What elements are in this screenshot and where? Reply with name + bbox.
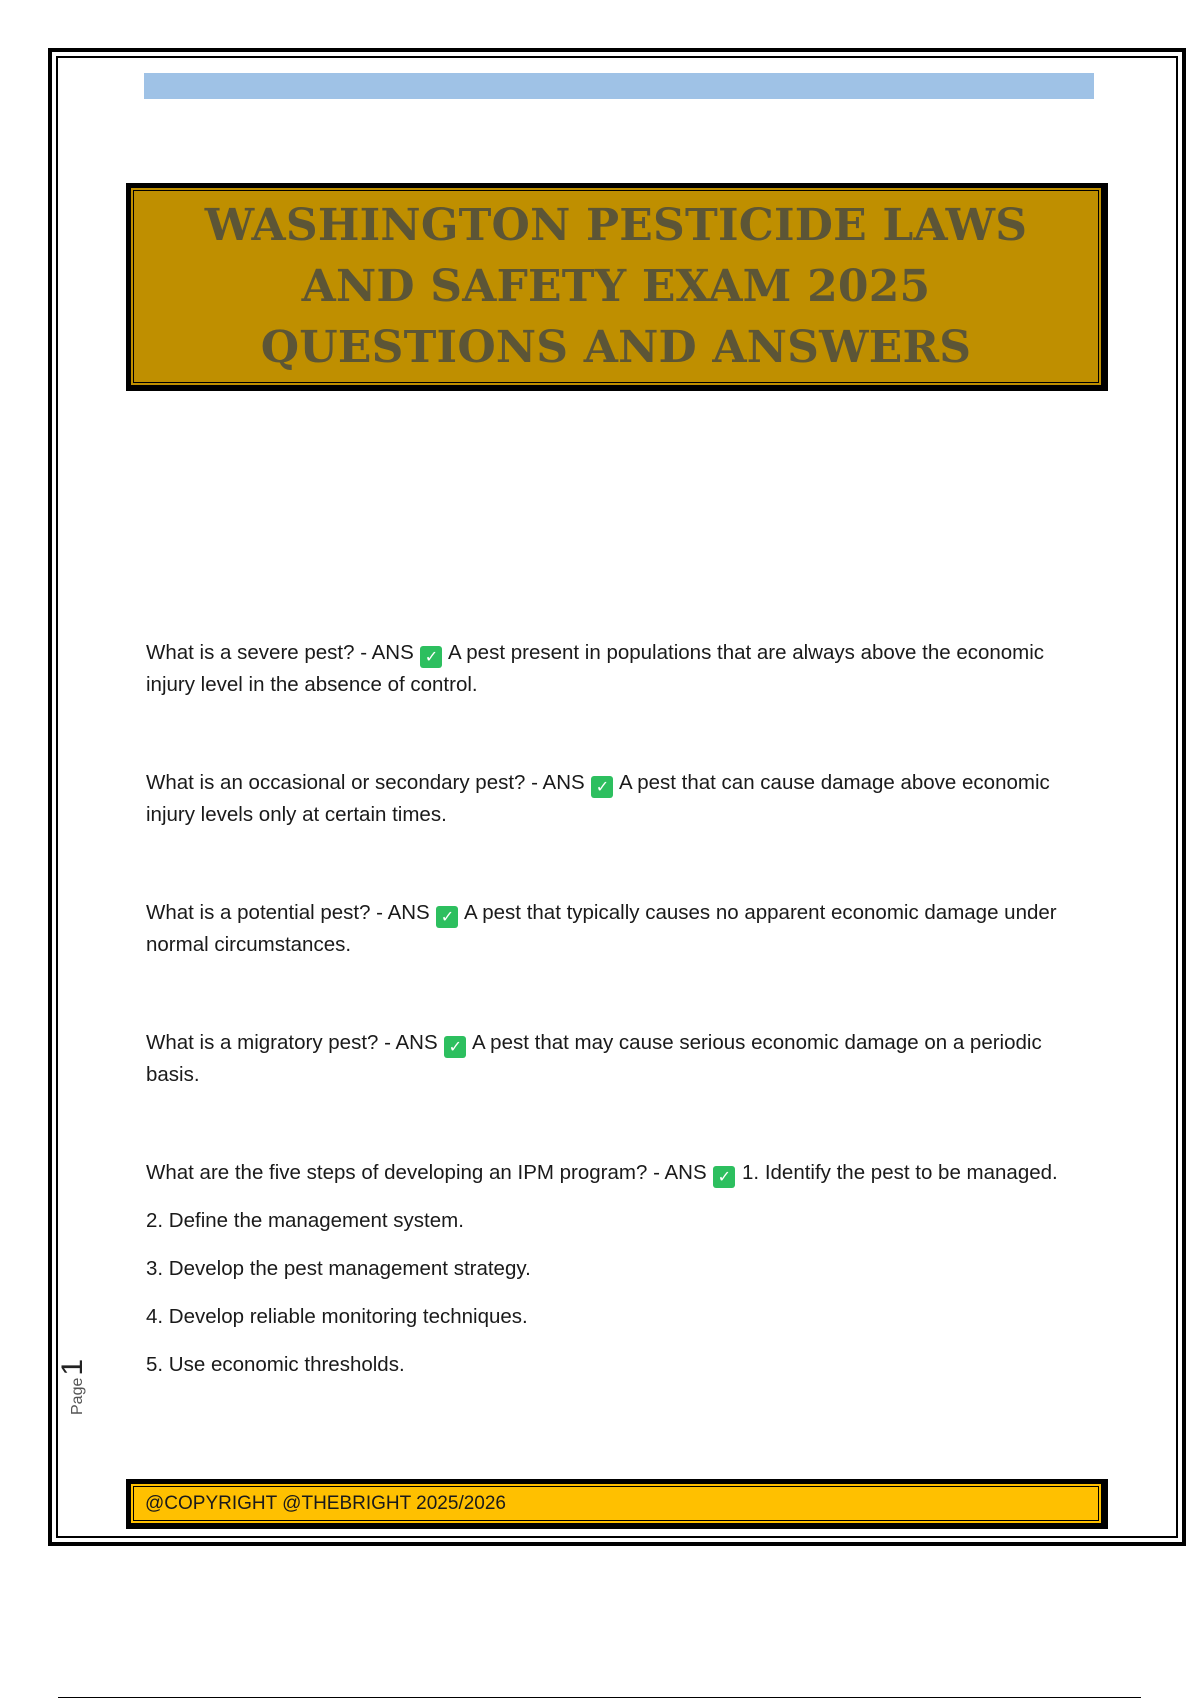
question-text: What is a migratory pest? - ANS (146, 1031, 438, 1054)
qa-item (146, 637, 1086, 701)
qa-item (146, 1157, 1086, 1381)
check-mark-icon: ✓ (591, 776, 613, 798)
page-label: Page (69, 1377, 86, 1415)
answer-text: 1. Identify the pest to be managed. (742, 1161, 1058, 1184)
copyright-text: @COPYRIGHT @THEBRIGHT 2025/2026 (145, 1492, 506, 1514)
title-banner (126, 183, 1108, 391)
qa-item (146, 767, 1086, 831)
qa-item (146, 897, 1086, 961)
question-text: What are the five steps of developing an IPM program? - ANS (146, 1161, 707, 1184)
check-mark-icon: ✓ (436, 906, 458, 928)
check-mark-icon: ✓ (420, 646, 442, 668)
qa-question-line (146, 1157, 1086, 1189)
qa-content (146, 637, 1086, 1381)
header-color-bar (144, 73, 1094, 99)
answer-text: A pest that may cause serious economic damage on a periodic basis. (146, 1031, 1042, 1086)
question-text: What is a severe pest? - ANS (146, 641, 414, 664)
page-number-margin (56, 1359, 90, 1415)
footer-banner (126, 1479, 1108, 1529)
bottom-divider (58, 1697, 1141, 1698)
answer-text: A pest present in populations that are always above the economic injury level in the absence of control. (146, 641, 1045, 696)
question-text: What is an occasional or secondary pest? - ANS (146, 771, 585, 794)
check-mark-icon: ✓ (444, 1036, 466, 1058)
document-title: WASHINGTON PESTICIDE LAWS AND SAFETY EXAM 2025 QUESTIONS AND ANSWERS (204, 200, 1028, 373)
question-text: What is a potential pest? - ANS (146, 901, 430, 924)
answer-text: A pest that typically causes no apparent economic damage under normal circumstances. (146, 901, 1057, 956)
ipm-step: 4. Develop reliable monitoring techniques. (146, 1305, 528, 1328)
answer-text: A pest that can cause damage above economic injury levels only at certain times. (146, 771, 1050, 826)
ipm-step: 2. Define the management system. (146, 1209, 464, 1232)
ipm-step: 3. Develop the pest management strategy. (146, 1257, 531, 1280)
qa-item (146, 1027, 1086, 1091)
check-mark-icon: ✓ (713, 1166, 735, 1188)
ipm-step: 5. Use economic thresholds. (146, 1353, 405, 1376)
page-number: 1 (56, 1358, 89, 1376)
